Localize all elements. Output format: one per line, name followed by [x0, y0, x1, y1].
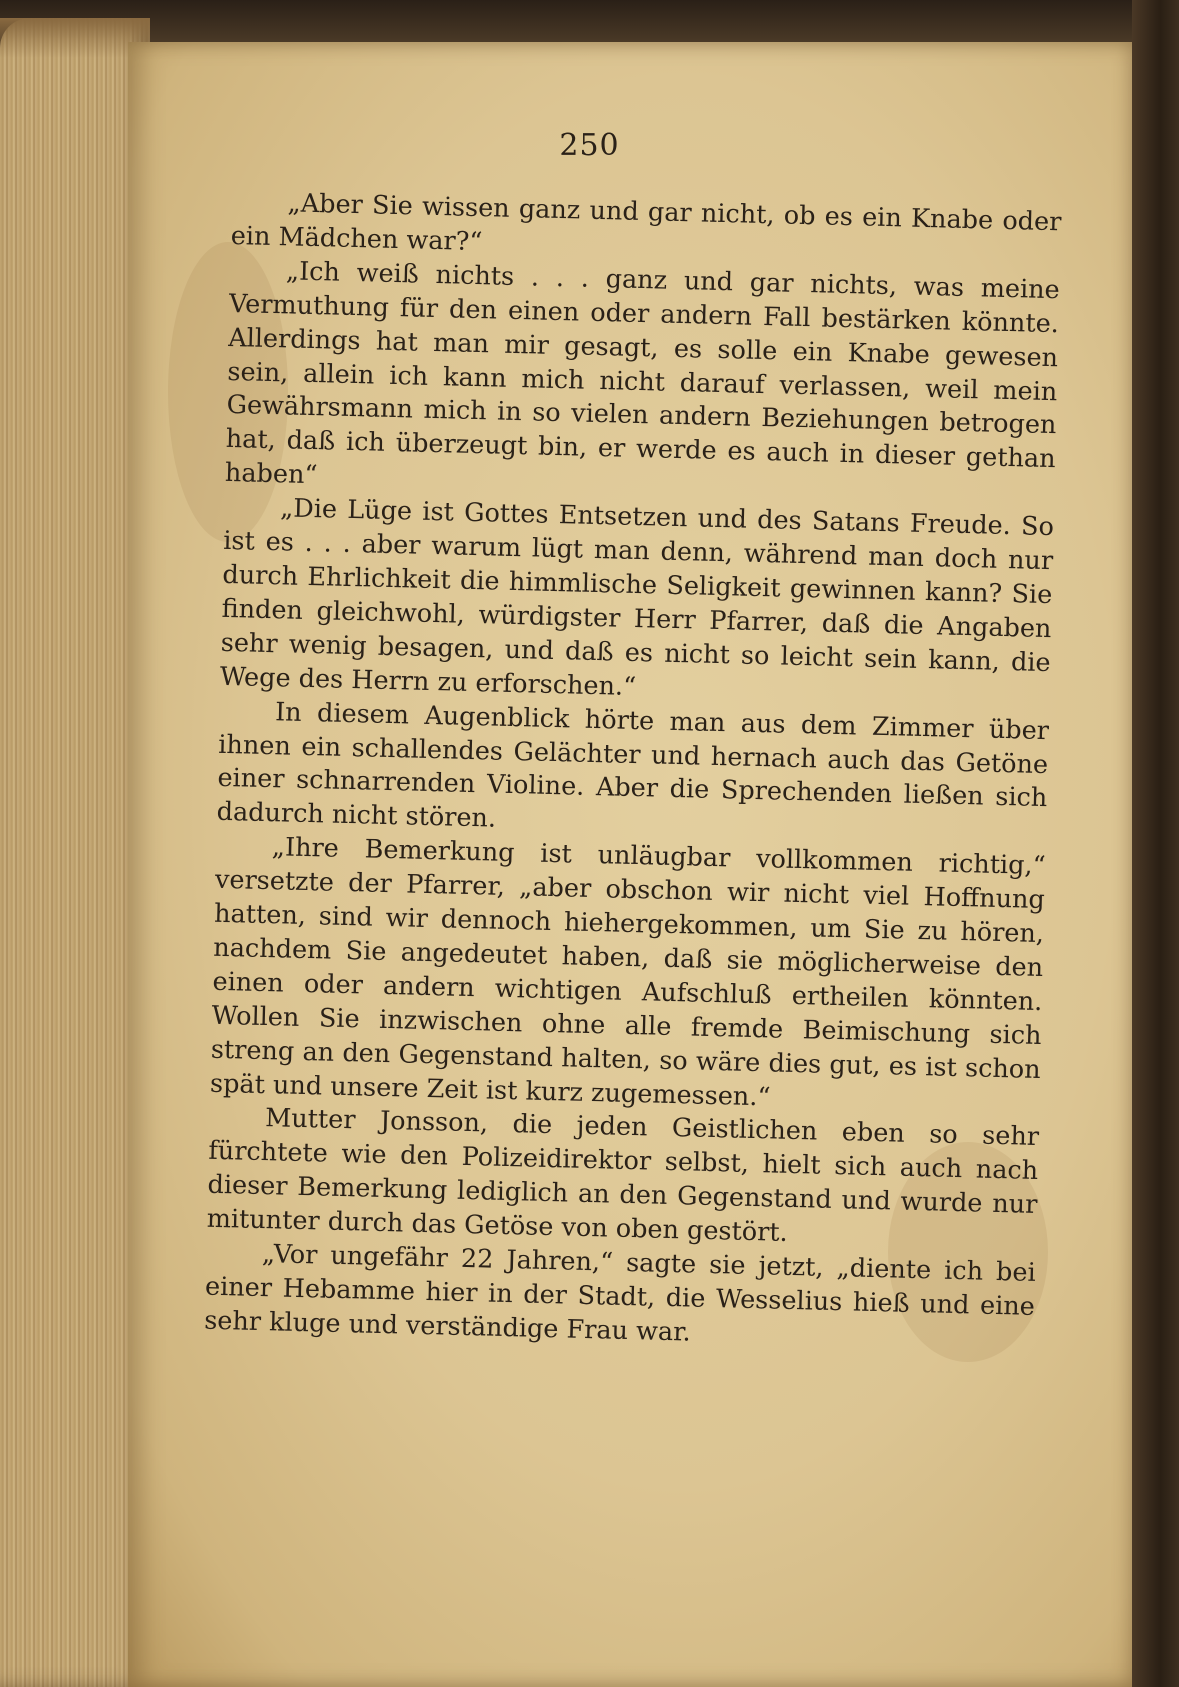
page-number: 250 — [559, 128, 620, 163]
paragraph: „Die Lüge ist Gottes Entsetzen und des Satans Freude. So ist es . . . aber warum lügt man denn, während man doch nur durch Ehrlichkeit die himmlische Seligkeit gewinnen kann? Sie finden gleichwohl, würdigster Herr Pfarrer, daß die Angaben sehr wenig besagen, und daß es nicht so leicht sein kann, die Wege des Herrn zu erforschen.“ — [219, 493, 1055, 702]
paragraph: In diesem Augenblick hörte man aus dem Zimmer über ihnen ein schallendes Gelächter und hernach auch das Getöne einer schnarrenden Violine. Aber die Sprechenden ließen sich dadurch nicht stören. — [216, 696, 1050, 834]
paragraph: Mutter Jonsson, die jeden Geistlichen eben so sehr fürchtete wie den Polizeidirektor selbst, hielt sich auch nach dieser Bemerkung lediglich an den Gegenstand und wurde nur mitunter durch das Getöse von oben gestört. — [206, 1103, 1040, 1249]
paragraph: „Vor ungefähr 22 Jahren,“ sagte sie jetzt, „diente ich bei einer Hebamme hier in der Stadt, die Wesselius hieß und eine sehr kluge und verständige Frau war. — [203, 1239, 1037, 1348]
paragraph: „Aber Sie wissen ganz und gar nicht, ob es ein Knabe oder ein Mädchen war?“ — [230, 188, 1062, 258]
body-text — [204, 186, 1062, 1359]
top-shadow — [0, 0, 1179, 44]
paragraph: „Ihre Bemerkung ist unläugbar vollkommen richtig,“ versetzte der Pfarrer, „aber obschon wir nicht viel Hoffnung hatten, sind wir dennoch hiehergekommen, um Sie zu hören, nachdem Sie angedeutet haben, daß sie möglicherweise den einen oder andern wichtigen Aufschluß ertheilen könnten. Wollen Sie inzwischen ohne alle fremde Beimischung sich streng an den Gegenstand halten, so wäre dies gut, es ist schon spät und unsere Zeit ist kurz zugemessen.“ — [209, 832, 1046, 1112]
paragraph: „Ich weiß nichts . . . ganz und gar nichts, was meine Vermuthung für den einen oder andern Fall bestärken könnte. Allerdings hat man mir gesagt, es solle ein Knabe gewesen sein, allein ich kann mich nicht darauf verlassen, weil mein Gewährsmann mich in so vielen andern Beziehungen betrogen hat, daß ich überzeugt bin, er werde es auch in dieser gethan haben“ — [224, 256, 1061, 491]
book-binding — [1132, 0, 1179, 1687]
